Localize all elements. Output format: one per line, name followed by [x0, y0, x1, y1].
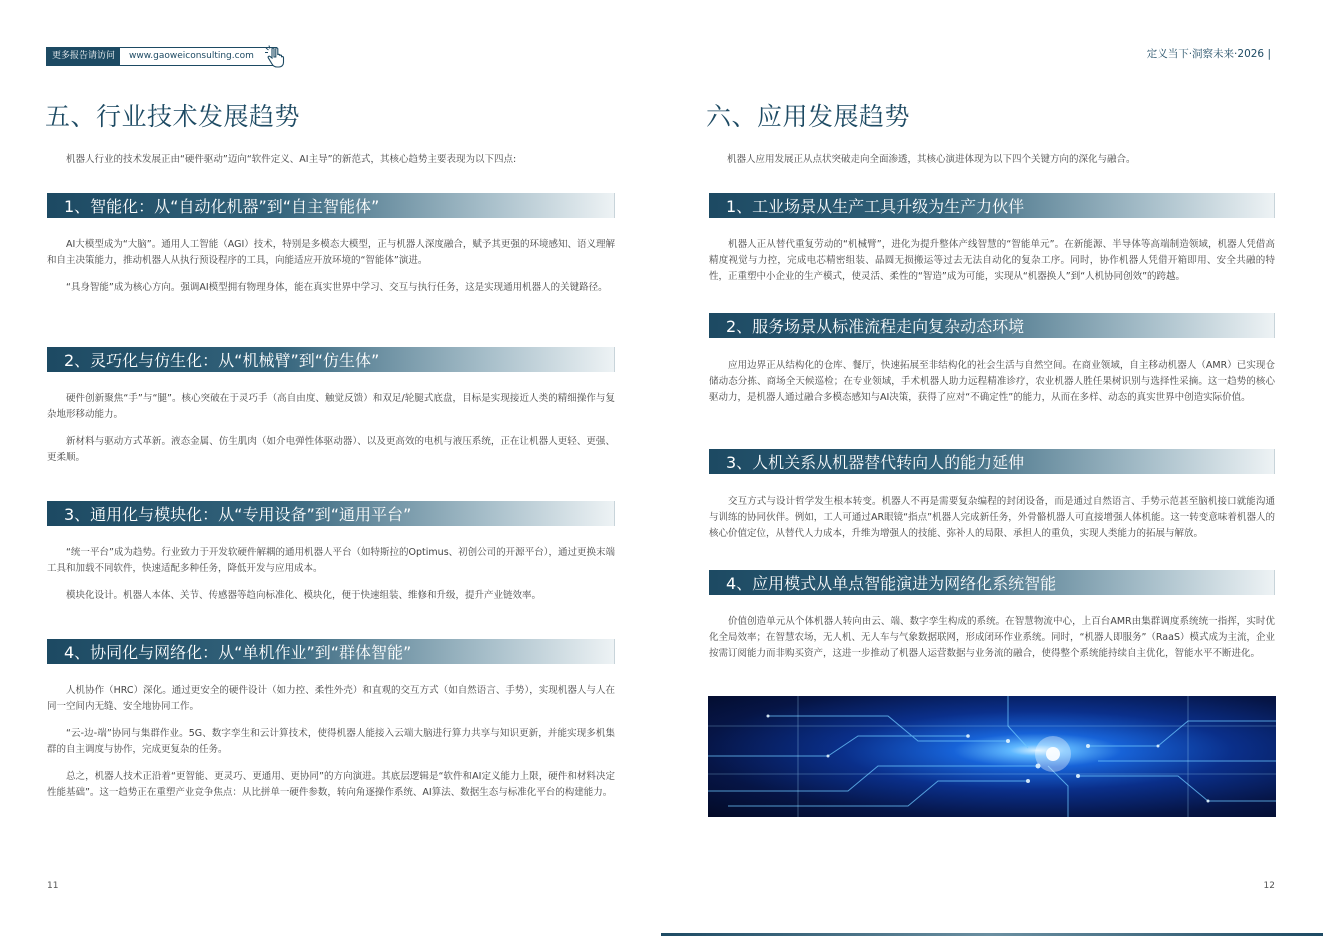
circuit-lines-graphic [708, 696, 1276, 817]
intro-text: 机器人行业的技术发展正由“硬件驱动”迈向“软件定义、AI主导”的新范式，其核心趋势主要表现为以下四点: [66, 154, 517, 165]
blue-digital-circuit-light-image [708, 696, 1276, 817]
page-number: 12 [1263, 881, 1275, 891]
page-number: 11 [47, 881, 59, 891]
section-heading-text: 1、工业场景从生产工具升级为生产力伙伴 [726, 197, 1025, 216]
section-heading-text: 4、应用模式从单点智能演进为网络化系统智能 [726, 574, 1057, 593]
paragraph: 机器人正从替代重复劳动的“机械臂”，进化为提升整体产线智慧的“智能单元”。在新能源、半导体等高端制造领域，机器人凭借高精度视觉与力控，完成电芯精密组装、晶圆无损搬运等过去无法自动化的复杂工序。同时，协作机器人凭借开箱即用、安全共融的特性，正重塑中小企业的生产模式，使灵活、柔性的“智造”成为可能，实现从“机器换人”到“人机协同创效”的跨越。 [709, 239, 1275, 282]
badge-tag: 更多报告请访问 [47, 48, 120, 65]
header-slogan: 定义当下·洞察未来·2026 | [1146, 48, 1271, 60]
section-heading [709, 449, 1275, 474]
paragraph: 总之，机器人技术正沿着“更智能、更灵巧、更通用、更协同”的方向演进。其底层逻辑是“软件和AI定义能力上限，硬件和材料决定性能基础”。这一趋势正在重塑产业竞争焦点：从比拼单一硬件参数，转向角逐操作系统、AI算法、数据生态与标准化平台的构建能力。 [47, 771, 615, 798]
left-page [0, 0, 661, 936]
section-heading [709, 570, 1275, 595]
paragraph: 模块化设计。机器人本体、关节、传感器等趋向标准化、模块化，便于快速组装、维修和升级，提升产业链效率。 [66, 590, 542, 601]
paragraph: 新材料与驱动方式革新。液态金属、仿生肌肉（如介电弹性体驱动器）、以及更高效的电机与液压系统，正在让机器人更轻、更强、更柔顺。 [47, 436, 615, 463]
pointer-hand-icon [264, 45, 286, 69]
badge-url[interactable]: www.gaoweiconsulting.com [120, 48, 276, 65]
section-heading [47, 501, 615, 526]
section-heading [47, 347, 615, 372]
section-heading-text: 2、灵巧化与仿生化：从“机械臂”到“仿生体” [64, 351, 380, 370]
paragraph: “统一平台”成为趋势。行业致力于开发软硬件解耦的通用机器人平台（如特斯拉的Optimus、初创公司的开源平台），通过更换末端工具和加载不同软件，快速适配多种任务，降低开发与应用成本。 [47, 547, 615, 574]
page-title: 六、应用发展趋势 [706, 102, 911, 131]
paragraph: “云-边-端”协同与集群作业。5G、数字孪生和云计算技术，使得机器人能接入云端大脑进行算力共享与知识更新，并能实现多机集群的自主调度与协作，完成更复杂的任务。 [47, 728, 615, 755]
page-title: 五、行业技术发展趋势 [45, 102, 301, 131]
section-heading-text: 1、智能化：从“自动化机器”到“自主智能体” [64, 197, 380, 216]
section-heading [709, 193, 1275, 218]
section-heading [47, 639, 615, 664]
right-page [661, 0, 1323, 936]
paragraph: 价值创造单元从个体机器人转向由云、端、数字孪生构成的系统。在智慧物流中心，上百台AMR由集群调度系统统一指挥，实时优化全局效率；在智慧农场，无人机、无人车与气象数据联网，形成闭环作业系统。同时，“机器人即服务”（RaaS）模式成为主流，企业按需订阅能力而非购买资产，这进一步推动了机器人运营数据与业务流的融合，使得整个系统能持续自主优化，智能水平不断进化。 [709, 616, 1275, 659]
intro-text: 机器人应用发展正从点状突破走向全面渗透，其核心演进体现为以下四个关键方向的深化与融合。 [727, 154, 1136, 165]
section-heading [709, 313, 1275, 338]
paragraph: AI大模型成为“大脑”。通用人工智能（AGI）技术，特别是多模态大模型，正与机器人深度融合，赋予其更强的环境感知、语义理解和自主决策能力，推动机器人从执行预设程序的工具，向能适应开放环境的“智能体”演进。 [47, 239, 615, 266]
paragraph: “具身智能”成为核心方向。强调AI模型拥有物理身体，能在真实世界中学习、交互与执行任务，这是实现通用机器人的关键路径。 [66, 282, 608, 293]
section-heading [47, 193, 615, 218]
section-heading-text: 3、人机关系从机器替代转向人的能力延伸 [726, 453, 1025, 472]
report-link-badge[interactable] [46, 47, 277, 66]
paragraph: 交互方式与设计哲学发生根本转变。机器人不再是需要复杂编程的封闭设备，而是通过自然语言、手势示范甚至脑机接口就能沟通与训练的协同伙伴。例如，工人可通过AR眼镜“指点”机器人完成新任务，外骨骼机器人可直接增强人体机能。这一转变意味着机器人的核心价值定位，从替代人力成本，升维为增强人的技能、弥补人的局限、承担人的重负，实现人类能力的拓展与解放。 [709, 496, 1275, 539]
paragraph: 硬件创新聚焦“手”与“腿”。核心突破在于灵巧手（高自由度、触觉反馈）和双足/轮腿式底盘，目标是实现接近人类的精细操作与复杂地形移动能力。 [47, 393, 615, 420]
section-heading-text: 2、服务场景从标准流程走向复杂动态环境 [726, 317, 1025, 336]
paragraph: 人机协作（HRC）深化。通过更安全的硬件设计（如力控、柔性外壳）和直观的交互方式（如自然语言、手势），实现机器人与人在同一空间内无缝、安全地协同工作。 [47, 685, 615, 712]
section-heading-text: 4、协同化与网络化：从“单机作业”到“群体智能” [64, 643, 412, 662]
paragraph: 应用边界正从结构化的仓库、餐厅，快速拓展至非结构化的社会生活与自然空间。在商业领域，自主移动机器人（AMR）已实现仓储动态分拣、商场全天候巡检；在专业领域，手术机器人助力远程精准诊疗，农业机器人胜任果树识别与选择性采摘。这一趋势的核心驱动力，是机器人通过融合多模态感知与AI决策，获得了应对“不确定性”的能力，从而在多样、动态的真实世界中创造实际价值。 [709, 360, 1275, 403]
section-heading-text: 3、通用化与模块化：从“专用设备”到“通用平台” [64, 505, 412, 524]
